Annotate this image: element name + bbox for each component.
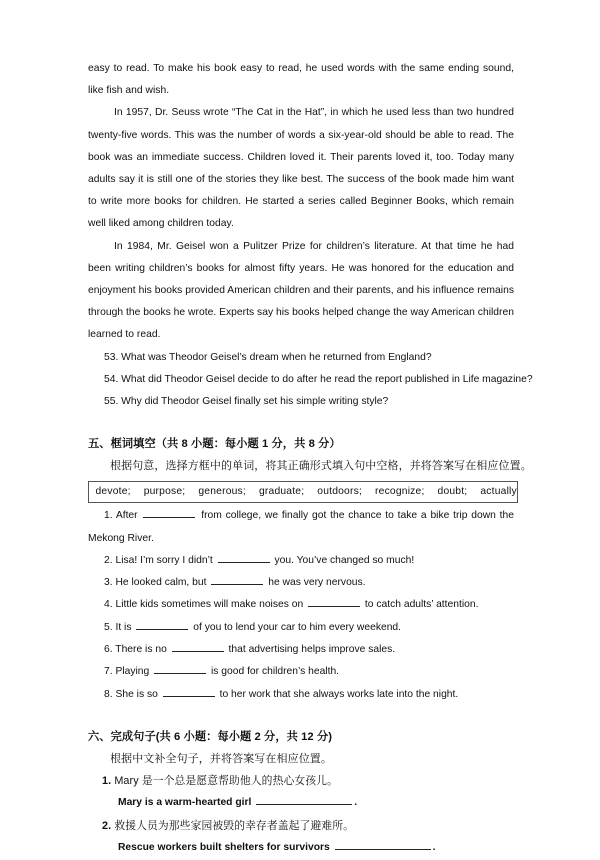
section-five-heading: 五、框词填空（共 8 小题：每小题 1 分，共 8 分）: [88, 438, 341, 451]
item-number: 7.: [104, 666, 113, 678]
item-english-tail: .: [432, 842, 436, 854]
passage-paragraph: easy to read. To make his book easy to read, he used words with the same ending sound, like fish and wish.: [88, 63, 514, 97]
item-number: 2.: [104, 554, 113, 566]
passage-question: 54. What did Theodor Geisel decide to do after he read the report published in Life magazine?: [104, 373, 533, 385]
fill-in-item: [88, 639, 514, 661]
passage-question: 53. What was Theodor Geisel’s dream when he returned from England?: [104, 351, 432, 363]
fill-in-item: [88, 594, 514, 616]
word-bank-item: outdoors;: [317, 486, 363, 498]
item-text-before: After: [115, 510, 138, 522]
reading-passage: [88, 58, 514, 347]
word-bank-list: [89, 484, 517, 499]
item-text-after: you. You’ve changed so much!: [274, 554, 415, 566]
item-number: 4.: [104, 599, 113, 611]
item-number: 5.: [104, 621, 113, 633]
answer-blank[interactable]: [172, 642, 224, 652]
word-bank-item: purpose;: [143, 486, 186, 498]
fill-in-item: [88, 505, 514, 550]
item-text-before: She is so: [115, 688, 158, 700]
answer-blank[interactable]: [335, 840, 431, 850]
completion-item-english: [88, 837, 514, 859]
item-text-before: It is: [115, 621, 132, 633]
section-five-instruction: 根据句意，选择方框中的单词，将其正确形式填入句中空格，并将答案写在相应位置。: [110, 460, 532, 473]
word-bank-item: graduate;: [258, 486, 305, 498]
completion-item-chinese: [88, 770, 514, 792]
passage-paragraph: In 1957, Dr. Seuss wrote “The Cat in the Hat”, in which he used less than two hundred twenty-five words. This was the number of words a six-year-old should be able to read. The book was an immediate success. Children loved it. Their parents loved it, too. Today many adults say it is still one of the stories they like best. The success of the book made him want to write more books for children. He started a series called Beginner Books, which remain well liked among children today.: [88, 107, 514, 230]
fill-in-item: [88, 684, 514, 706]
fill-in-item: [88, 617, 514, 639]
completion-item-chinese: [88, 815, 514, 837]
answer-blank[interactable]: [218, 553, 270, 563]
item-text-before: There is no: [115, 644, 167, 656]
item-text-after: to catch adults’ attention.: [364, 599, 479, 611]
fill-in-item: [88, 550, 514, 572]
answer-blank[interactable]: [143, 508, 195, 518]
passage-question: 55. Why did Theodor Geisel finally set his simple writing style?: [104, 396, 389, 408]
item-text-before: Playing: [115, 666, 150, 678]
section-six: [88, 726, 514, 860]
item-text-after: he was very nervous.: [268, 577, 366, 589]
answer-blank[interactable]: [256, 795, 352, 805]
item-text-after: of you to lend your car to him every weekend.: [193, 621, 402, 633]
answer-blank[interactable]: [163, 687, 215, 697]
answer-blank[interactable]: [308, 597, 360, 607]
item-chinese-text: 救援人员为那些家园被毁的幸存者盖起了避难所。: [114, 819, 355, 832]
section-six-heading: 六、完成句子(共 6 小题：每小题 2 分，共 12 分): [88, 730, 333, 743]
passage-paragraph: In 1984, Mr. Geisel won a Pulitzer Prize for children’s literature. At that time he had been writing children’s books for almost fifty years. He was honored for the education and enjoyment his books provided American children and their parents, and his influence remains through the books he wrote. Experts say his books helped change the way American children learned to read.: [88, 240, 514, 341]
item-number: 8.: [104, 688, 113, 700]
item-text-before: He looked calm, but: [115, 577, 207, 589]
item-text-after: from college, we finally got the chance to take a bike trip down the Mekong River.: [88, 510, 514, 544]
item-number: 6.: [104, 644, 113, 656]
word-bank-box: [88, 481, 518, 503]
item-chinese-text: Mary 是一个总是愿意帮助他人的热心女孩儿。: [114, 774, 338, 787]
item-number: 1.: [102, 774, 112, 787]
item-english-lead: Rescue workers built shelters for survivors: [118, 842, 330, 854]
item-number: 3.: [104, 577, 113, 589]
item-text-after: that advertising helps improve sales.: [228, 644, 396, 656]
section-six-instruction: 根据中文补全句子，并将答案写在相应位置。: [110, 752, 332, 765]
answer-blank[interactable]: [211, 575, 263, 585]
fill-in-item: [88, 572, 514, 594]
item-text-before: Little kids sometimes will make noises on: [115, 599, 304, 611]
item-english-lead: Mary is a warm-hearted girl: [118, 797, 252, 809]
answer-blank[interactable]: [136, 620, 188, 630]
fill-in-item: [88, 661, 514, 683]
word-bank-item: actually: [480, 486, 517, 498]
item-number: 2.: [102, 819, 112, 832]
item-text-before: Lisa! I’m sorry I didn’t: [115, 554, 213, 566]
item-text-after: is good for children’s health.: [211, 666, 340, 678]
item-number: 1.: [104, 510, 113, 522]
word-bank-item: generous;: [198, 486, 246, 498]
item-english-tail: .: [354, 797, 358, 809]
word-bank-item: devote;: [95, 486, 131, 498]
section-spacer: [88, 413, 514, 433]
section-spacer: [88, 706, 514, 726]
completion-item-english: [88, 792, 514, 814]
word-bank-item: doubt;: [437, 486, 468, 498]
word-bank-item: recognize;: [375, 486, 425, 498]
item-text-after: to her work that she always works late into the night.: [219, 688, 459, 700]
section-five: [88, 433, 532, 706]
passage-question-list: [88, 347, 533, 414]
answer-blank[interactable]: [154, 664, 206, 674]
page-content: [88, 58, 533, 860]
